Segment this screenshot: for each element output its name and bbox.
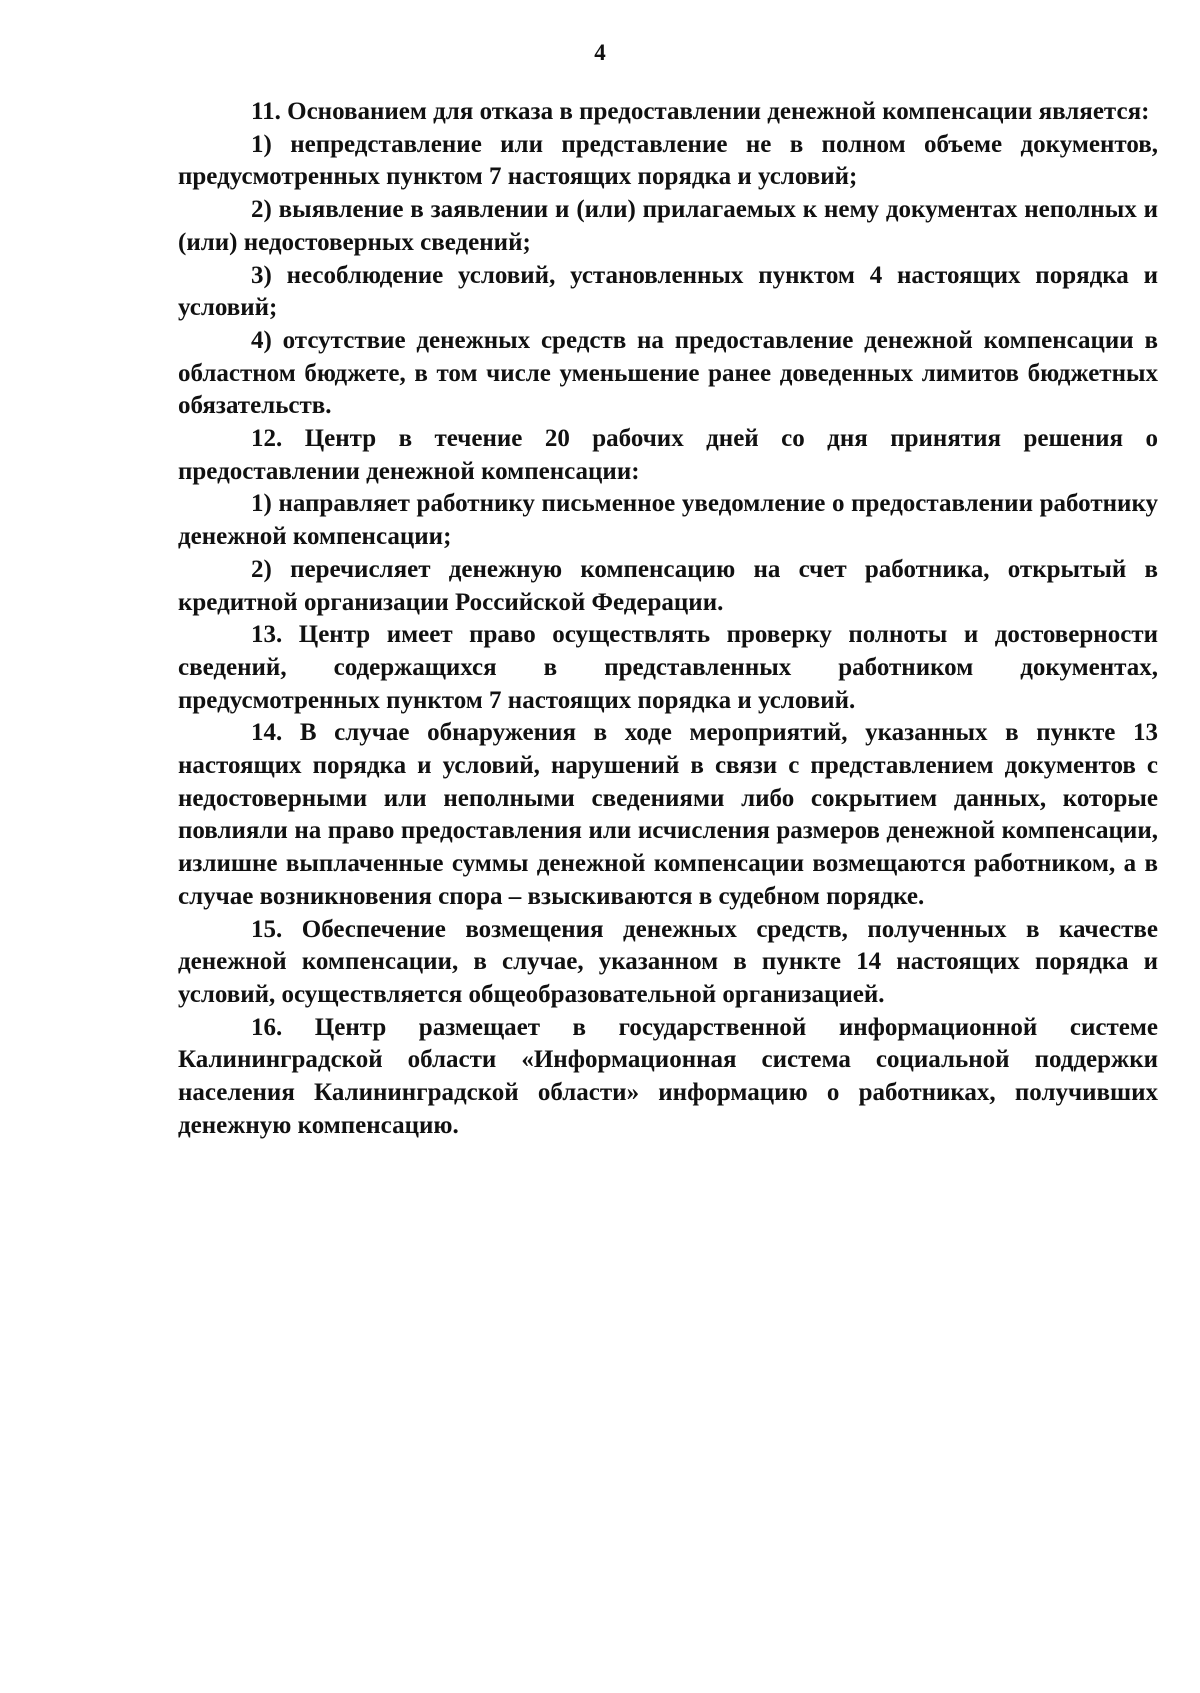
paragraph-16: 16. Центр размещает в государственной информационной системе Калининградской области «Информационная система социальной поддержки населения Калининградской области» информацию о работниках, получивших денежную компенсацию. xyxy=(178,1013,1158,1139)
paragraph-11-item-1: 1) непредставление или представление не в полном объеме документов, предусмотренных пунктом 7 настоящих порядка и условий; xyxy=(178,130,1158,191)
paragraph-15: 15. Обеспечение возмещения денежных средств, полученных в качестве денежной компенсации, в случае, указанном в пункте 14 настоящих порядка и условий, осуществляется общеобразовательной организацией. xyxy=(178,915,1158,1008)
paragraph-11: 11. Основанием для отказа в предоставлении денежной компенсации является: xyxy=(251,98,1150,125)
paragraph-12: 12. Центр в течение 20 рабочих дней со дня принятия решения о предоставлении денежной компенсации: xyxy=(178,425,1158,485)
paragraph-11-item-2: 2) выявление в заявлении и (или) прилагаемых к нему документах неполных и (или) недостоверных сведений; xyxy=(178,196,1158,256)
paragraph-12-item-2: 2) перечисляет денежную компенсацию на счет работника, открытый в кредитной организации Российской Федерации. xyxy=(178,555,1158,616)
paragraph-13: 13. Центр имеет право осуществлять проверку полноты и достоверности сведений, содержащихся в представленных работником документах, предусмотренных пунктом 7 настоящих порядка и условий. xyxy=(178,621,1158,714)
paragraph-12-item-1: 1) направляет работнику письменное уведомление о предоставлении работнику денежной компенсации; xyxy=(178,490,1158,551)
document-body xyxy=(178,96,1158,1143)
paragraph-11-item-3: 3) несоблюдение условий, установленных пунктом 4 настоящих порядка и условий; xyxy=(178,261,1158,322)
paragraph-14: 14. В случае обнаружения в ходе мероприятий, указанных в пункте 13 настоящих порядка и условий, нарушений в связи с представлением документов с недостоверными или неполными сведениями либо сокрытием данных, которые повлияли на право предоставления или исчисления размеров денежной компенсации, излишне выплаченные суммы денежной компенсации возмещаются работником, а в случае возникновения спора – взыскиваются в судебном порядке. xyxy=(178,719,1158,910)
paragraph-11-item-4: 4) отсутствие денежных средств на предоставление денежной компенсации в областном бюджете, в том числе уменьшение ранее доведенных лимитов бюджетных обязательств. xyxy=(178,326,1158,420)
page-number: 4 xyxy=(594,40,606,65)
